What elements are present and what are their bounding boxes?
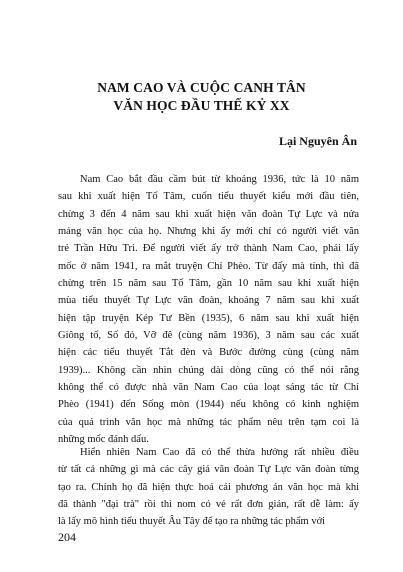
text-line: tạo ra. Chính họ đã hiện thực hoá cái phương án văn học mà khi bbox=[58, 481, 359, 493]
text-line: mùa tiểu thuyết Tự Lực văn đoàn, khoảng 7 năm sau khi xuất bbox=[58, 295, 359, 307]
text-line: không thể có được nhà văn Nam Cao của loạt sáng tác từ Chí bbox=[58, 382, 359, 394]
text-line: hiện tập truyện Kép Tư Bền (1935), 6 năm sau khi xuất hiện bbox=[58, 312, 359, 324]
text-line: trẻ Trần Hữu Tri. Để người viết ấy trở thành Nam Cao, phải lấy bbox=[58, 243, 359, 255]
text-line: Hiển nhiên Nam Cao đã có thể thừa hưởng rất nhiều điều bbox=[80, 447, 359, 458]
text-line: hiện các tiểu thuyết Tắt đèn và Bước đường cùng (cùng năm bbox=[58, 347, 359, 359]
text-line: từ tất cả những gì mà các cây giả văn đoàn Tự Lực văn đoàn từng bbox=[58, 464, 359, 476]
page-number: 204 bbox=[58, 530, 76, 544]
author-name: Lại Nguyên Ân bbox=[278, 134, 357, 148]
text-line: sau khi xuất hiện Tố Tâm, cuốn tiểu thuyết kiểu mới đầu tiên, bbox=[58, 191, 359, 203]
text-line: Giông tố, Số đỏ, Vỡ đê (cùng năm 1936), 3 năm sau các xuất bbox=[58, 330, 359, 342]
chapter-title-line-1: NAM CAO VÀ CUỘC CANH TÂN bbox=[97, 80, 306, 95]
text-line: chừng 3 đến 4 năm sau khi xuất hiện văn đoàn Tự Lực và nửa bbox=[58, 208, 359, 220]
paragraph-2 bbox=[58, 444, 359, 531]
text-line: chừng trên 15 năm sau Tố Tâm, gần 10 năm sau khi xuất hiện bbox=[58, 278, 359, 290]
text-line: Phèo (1941) đến Sống mòn (1944) nếu không có kinh nghiệm bbox=[58, 399, 359, 411]
text-line: là lấy mô hình tiểu thuyết Âu Tây để tạo ra những tác phẩm với bbox=[58, 516, 326, 528]
text-line: những mốc đánh dấu. bbox=[58, 434, 149, 446]
text-line: của quá trình văn học mà những tác phẩm nêu trên tạm coi là bbox=[58, 416, 359, 428]
text-line: đã thành "đại trà" rồi thì nom có vẻ rất đơn giản, rất dễ làm: ấy bbox=[58, 499, 359, 511]
paragraph-1 bbox=[58, 171, 359, 449]
text-line: Nam Cao bắt đầu cầm bút từ khoảng 1936, tức là 10 năm bbox=[80, 174, 359, 185]
text-line: 1939)... Không cần nhìn chúng dài dòng cũng có thể nói rằng bbox=[58, 364, 359, 376]
chapter-title-line-2: VĂN HỌC ĐẦU THẾ KỶ XX bbox=[113, 98, 290, 113]
text-line: mốc ở năm 1941, ra mắt truyện Chí Phèo. Từ đấy mà tính, thì đã bbox=[58, 260, 359, 272]
text-line: mảng văn học của họ. Nhưng khi ấy mới chỉ có người viết văn bbox=[58, 226, 359, 238]
